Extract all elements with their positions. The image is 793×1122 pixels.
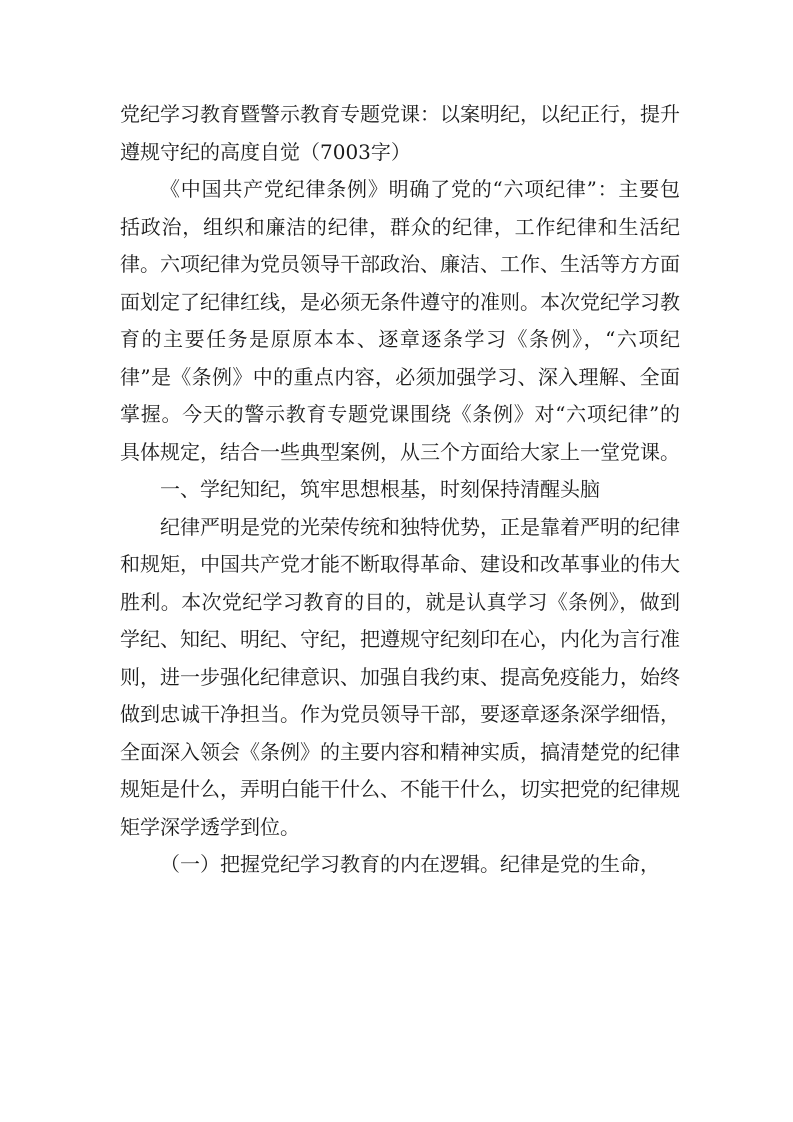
document-title: 党纪学习教育暨警示教育专题党课：以案明纪，以纪正行，提升遵规守纪的高度自觉（7003字） xyxy=(120,102,680,164)
paragraph-intro: 《中国共产党纪律条例》明确了党的“六项纪律”：主要包括政治，组织和廉洁的纪律，群众的纪律，工作纪律和生活纪律。六项纪律为党员领导干部政治、廉洁、工作、生活等方方面面划定了纪律红线，是必须无条件遵守的准则。本次党纪学习教育的主要任务是原原本本、逐章逐条学习《条例》，“六项纪律”是《条例》中的重点内容，必须加强学习、深入理解、全面掌握。今天的警示教育专题党课围绕《条例》对“六项纪律”的具体规定，结合一些典型案例，从三个方面给大家上一堂党课。 xyxy=(120,177,680,464)
section-heading-1: 一、学纪知纪，筑牢思想根基，时刻保持清醒头脑 xyxy=(160,477,600,501)
paragraph-section-1: 纪律严明是党的光荣传统和独特优势，正是靠着严明的纪律和规矩，中国共产党才能不断取得革命、建设和改革事业的伟大胜利。本次党纪学习教育的目的，就是认真学习《条例》，做到学纪、知纪、明纪、守纪，把遵规守纪刻印在心，内化为言行准则，进一步强化纪律意识、加强自我约束、提高免疫能力，始终做到忠诚干净担当。作为党员领导干部，要逐章逐条深学细悟，全面深入领会《条例》的主要内容和精神实质，搞清楚党的纪律规矩是什么，弄明白能干什么、不能干什么，切实把党的纪律规矩学深学透学到位。 xyxy=(120,514,680,839)
paragraph-subsection-1: （一）把握党纪学习教育的内在逻辑。纪律是党的生命， xyxy=(160,852,660,876)
document-body xyxy=(120,96,680,884)
